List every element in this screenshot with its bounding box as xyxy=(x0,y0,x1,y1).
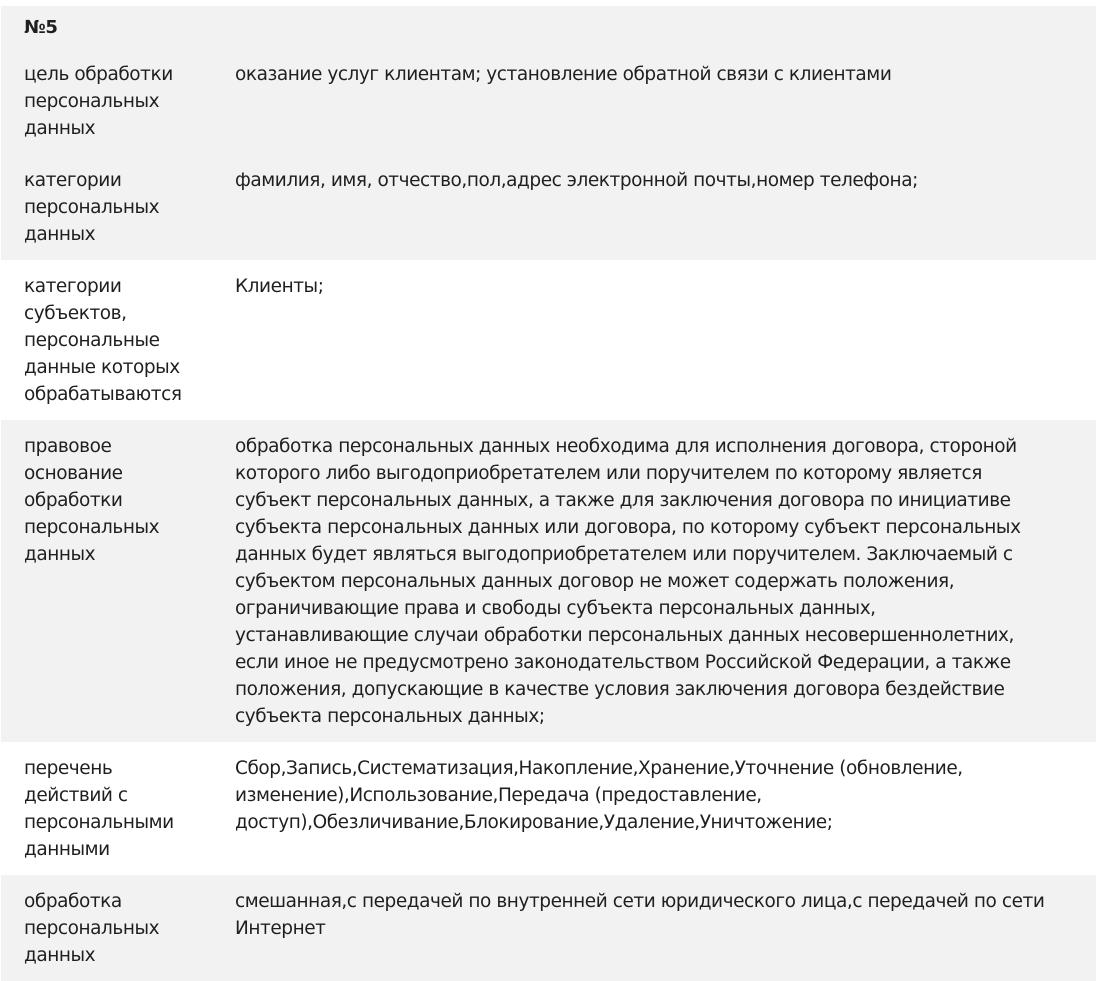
row-label: категории субъектов, персональные данные которых обрабатываются xyxy=(24,276,182,405)
row-value: Сбор,Запись,Систематизация,Накопление,Хранение,Уточнение (обновление, изменение),Использование,Передача (предоставление, доступ),Обезличивание,Блокирование,Удаление,Уничтожение; xyxy=(235,758,963,833)
table-title: №5 xyxy=(1,6,1096,48)
table-row-data-categories xyxy=(1,154,1096,260)
table-row-subject-categories xyxy=(1,260,1096,420)
row-value: смешанная,с передачей по внутренней сети юридического лица,с передачей по сети Интернет xyxy=(235,891,1045,939)
row-value: фамилия, имя, отчество,пол,адрес электронной почты,номер телефона; xyxy=(235,170,918,191)
row-label: перечень действий с персональными данными xyxy=(24,758,174,860)
row-label: обработка персональных данных xyxy=(24,891,160,966)
row-label: категории персональных данных xyxy=(24,170,160,245)
row-value: Клиенты; xyxy=(235,276,324,297)
table-row-purpose xyxy=(1,48,1096,154)
row-value: обработка персональных данных необходима для исполнения договора, стороной которого либо выгодоприобретателем или поручителем по которому является субъект персональных данных, а также для заключения договора по инициативе субъекта персональных данных или договора, по которому субъект персональных данных будет являться выгодоприобретателем или поручителем. Заключаемый с субъектом персональных данных договор не может содержать положения, ограничивающие права и свободы субъекта персональных данных, устанавливающие случаи обработки персональных данных несовершеннолетних, если иное не предусмотрено законодательством Российской Федерации, а также положения, допускающие в качестве условия заключения договора бездействие субъекта персональных данных; xyxy=(235,436,1021,727)
personal-data-table xyxy=(1,6,1096,981)
table-row-processing-type xyxy=(1,875,1096,981)
row-label: цель обработки персональных данных xyxy=(24,64,173,139)
table-row-legal-basis xyxy=(1,420,1096,742)
table-row-actions-list xyxy=(1,742,1096,875)
row-label: правовое основание обработки персональных данных xyxy=(24,436,160,565)
row-value: оказание услуг клиентам; установление обратной связи с клиентами xyxy=(235,64,892,85)
